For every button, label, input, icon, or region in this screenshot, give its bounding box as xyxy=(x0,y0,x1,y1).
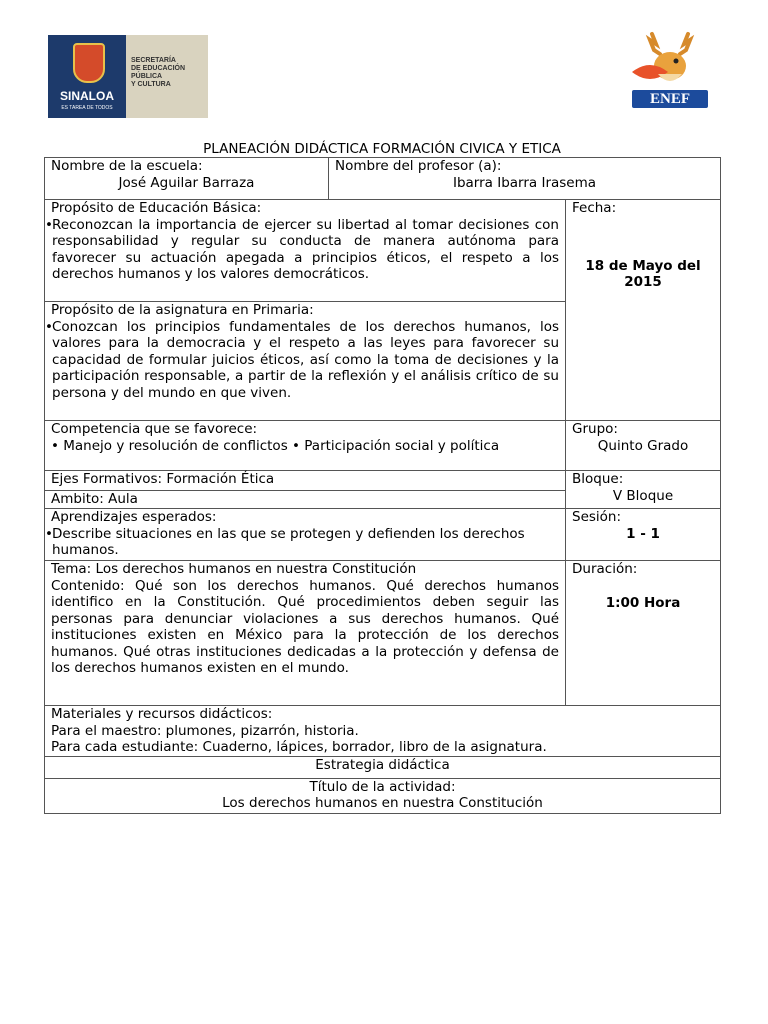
topic-line xyxy=(51,561,559,578)
expected-learning-item xyxy=(45,525,559,559)
activity-cell xyxy=(45,778,721,813)
materials-label: Materiales y recursos didácticos: xyxy=(51,706,273,722)
bullet-icon: • xyxy=(45,318,53,335)
materials-student: Para cada estudiante: Cuaderno, lápices, borrador, libro de la asignatura. xyxy=(51,739,547,755)
block-value: V Bloque xyxy=(612,487,674,504)
block-cell xyxy=(566,471,721,509)
scope-label: Ambito: xyxy=(51,491,104,507)
expected-learning-cell xyxy=(45,509,566,561)
primary-purpose-cell xyxy=(45,302,566,421)
page-title: PLANEACIÓN DIDÁCTICA FORMACIÓN CIVICA Y ETICA xyxy=(203,141,561,157)
coat-of-arms-icon xyxy=(73,43,105,83)
session-cell xyxy=(566,509,721,561)
date-cell xyxy=(566,200,721,421)
group-value: Quinto Grado xyxy=(597,437,689,454)
session-value: 1 - 1 xyxy=(626,525,660,542)
duration-label: Duración: xyxy=(572,561,638,577)
topic-value: Los derechos humanos en nuestra Constitución xyxy=(95,561,417,577)
expected-learning-text: Describe situaciones en las que se protegen y defienden los derechos humanos. xyxy=(52,525,525,558)
teacher-cell xyxy=(329,158,721,200)
school-cell xyxy=(45,158,329,200)
scope-value: Aula xyxy=(108,491,138,507)
activity-title: Los derechos humanos en nuestra Constitución xyxy=(222,795,543,811)
basic-purpose-label: Propósito de Educación Básica: xyxy=(51,200,262,216)
school-label: Nombre de la escuela: xyxy=(51,158,203,174)
competence-value: • Manejo y resolución de conflictos • Participación social y política xyxy=(51,437,500,454)
sinaloa-tagline: ES TAREA DE TODOS xyxy=(61,105,113,111)
content-block xyxy=(51,578,559,677)
date-value: 18 de Mayo del 2015 xyxy=(585,257,701,290)
basic-purpose-cell xyxy=(45,200,566,302)
competence-label: Competencia que se favorece: xyxy=(51,421,258,437)
deer-mascot-icon xyxy=(630,28,710,92)
sinaloa-sepyc-logo xyxy=(48,35,208,118)
group-cell xyxy=(566,421,721,471)
content-label: Contenido: xyxy=(51,577,125,594)
axes-value: Formación Ética xyxy=(166,471,275,487)
topic-cell xyxy=(45,561,566,706)
activity-label: Título de la actividad: xyxy=(309,778,456,795)
primary-purpose-label: Propósito de la asignatura en Primaria: xyxy=(51,302,314,318)
enef-logo xyxy=(630,28,710,110)
sepyc-logo-panel xyxy=(126,35,208,118)
scope-cell xyxy=(45,491,566,509)
competence-cell xyxy=(45,421,566,471)
session-label: Sesión: xyxy=(572,509,622,525)
axes-label: Ejes Formativos: xyxy=(51,471,163,487)
strategy-heading: Estrategia didáctica xyxy=(45,756,721,778)
topic-label: Tema: xyxy=(51,561,92,577)
sinaloa-brand: SINALOA xyxy=(60,89,114,103)
materials-cell xyxy=(45,706,721,757)
teacher-name: Ibarra Ibarra Irasema xyxy=(452,174,597,191)
expected-learning-label: Aprendizajes esperados: xyxy=(51,509,217,525)
group-label: Grupo: xyxy=(572,421,618,437)
sinaloa-logo-panel xyxy=(48,35,126,118)
duration-cell xyxy=(566,561,721,706)
bullet-icon: • xyxy=(45,525,53,542)
teacher-label: Nombre del profesor (a): xyxy=(335,158,502,174)
primary-purpose-text: Conozcan los principios fundamentales de los derechos humanos, los valores para la democracia y el respeto a las leyes para favorecer su capacidad de formular juicios éticos, así como la toma de decisiones y la participación responsable, a partir de la reflexión y el análisis crítico de su persona y del mundo en que viven. xyxy=(52,318,559,401)
axes-cell xyxy=(45,471,566,491)
date-label: Fecha: xyxy=(572,200,617,216)
planning-table xyxy=(44,157,721,814)
basic-purpose-item xyxy=(45,216,559,283)
primary-purpose-item xyxy=(45,318,559,402)
sepyc-agency-text: SECRETARÍA DE EDUCACIÓN PÚBLICA Y CULTURA xyxy=(131,57,186,88)
duration-value: 1:00 Hora xyxy=(605,594,681,611)
school-name: José Aguilar Barraza xyxy=(118,174,255,191)
block-label: Bloque: xyxy=(572,471,624,487)
materials-teacher: Para el maestro: plumones, pizarrón, historia. xyxy=(51,722,359,739)
bullet-icon: • xyxy=(45,216,53,233)
content-text: Qué son los derechos humanos. Qué derechos humanos identifico en la Constitución. Qué procedimientos deben seguir las personas para denunciar violaciones a sus derechos humanos. Qué instituciones existen en México para la protección de los derechos humanos. Qué otras instituciones dedicadas a la protección y defensa de los derechos humanos existen en el mundo. xyxy=(51,577,559,676)
enef-brand: ENEF xyxy=(632,90,708,108)
basic-purpose-text: Reconozcan la importancia de ejercer su libertad al tomar decisiones con responsabilidad y regular su conducta de manera autónoma para favorecer su actuación apegada a principios éticos, el respeto a los derechos humanos y los valores democráticos. xyxy=(52,216,559,282)
